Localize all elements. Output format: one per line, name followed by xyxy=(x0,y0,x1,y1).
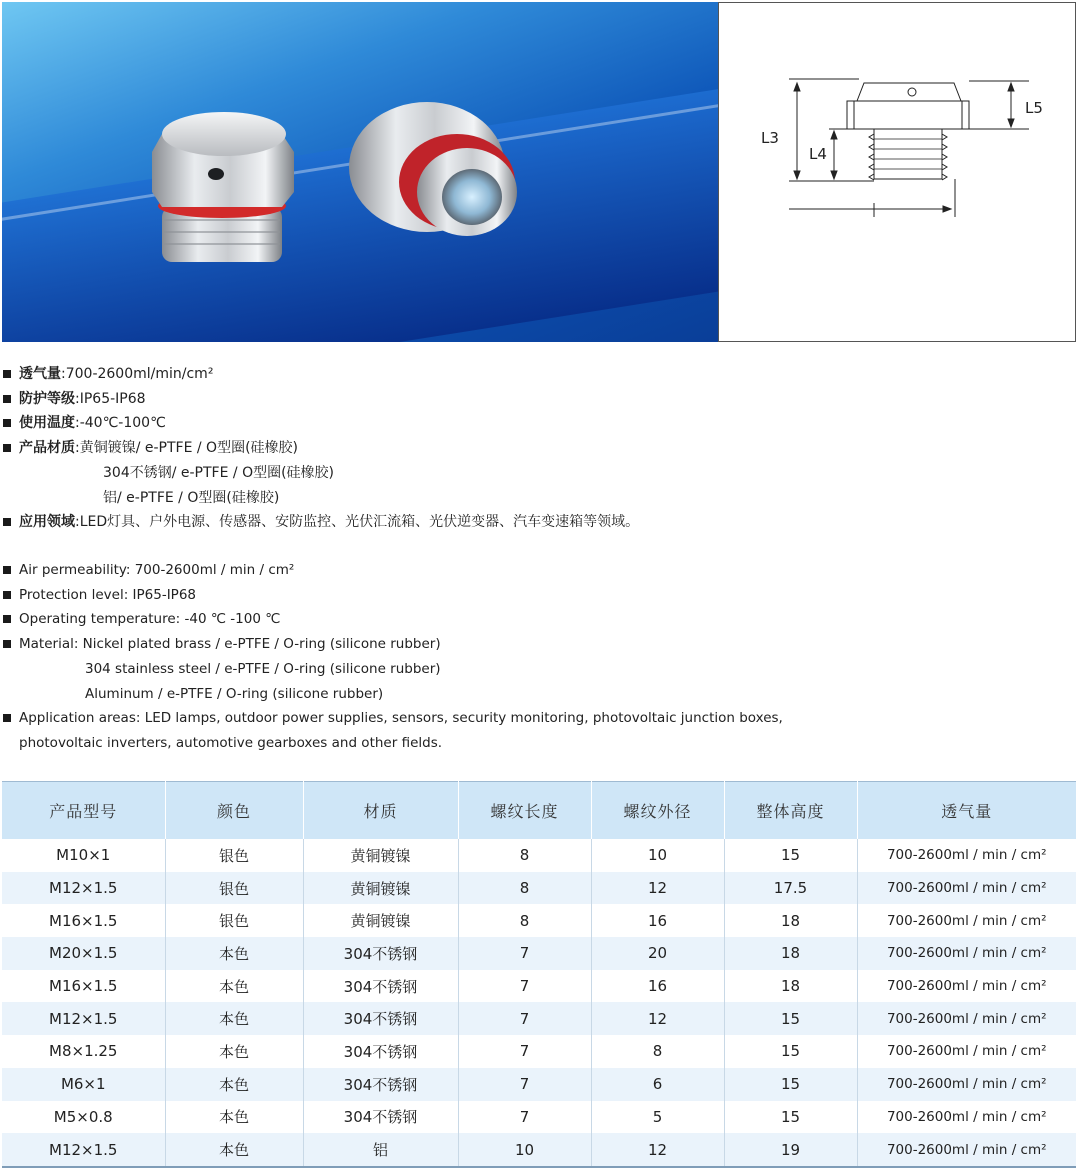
table-row xyxy=(2,937,1076,970)
table-cell: 16 xyxy=(591,970,724,1003)
table-cell: 7 xyxy=(458,970,591,1003)
table-cell: M20×1.5 xyxy=(2,937,165,970)
spec-list-en xyxy=(0,558,1080,756)
spec-item: Operating temperature: -40 ℃ -100 ℃ xyxy=(0,607,1080,632)
table-row xyxy=(2,1035,1076,1068)
spec-item: Air permeability: 700-2600ml / min / cm² xyxy=(0,558,1080,583)
table-cell: M12×1.5 xyxy=(2,1002,165,1035)
table-cell: 18 xyxy=(724,904,857,937)
spec-item: Application areas: LED lamps, outdoor power supplies, sensors, security monitoring, photovoltaic junction boxes, xyxy=(0,706,1080,731)
column-header: 螺纹外径 xyxy=(591,782,724,840)
spec-item: 应用领域:LED灯具、户外电源、传感器、安防监控、光伏汇流箱、光伏逆变器、汽车变速箱等领域。 xyxy=(0,510,1080,535)
table-cell: 700-2600ml / min / cm² xyxy=(886,1043,1047,1060)
column-header: 透气量 xyxy=(857,782,1076,840)
table-cell: 304不锈钢 xyxy=(303,1035,458,1068)
table-cell: 15 xyxy=(724,1068,857,1101)
table-cell: 银色 xyxy=(165,839,303,872)
table-cell: 15 xyxy=(724,1101,857,1134)
table-cell: 20 xyxy=(591,937,724,970)
table-cell: 7 xyxy=(458,1101,591,1134)
table-cell: M12×1.5 xyxy=(2,872,165,905)
table-cell: 8 xyxy=(458,872,591,905)
spec-table xyxy=(2,781,1076,1168)
spec-item: Protection level: IP65-IP68 xyxy=(0,583,1080,608)
table-cell: 本色 xyxy=(165,1035,303,1068)
vent-plugs-illustration xyxy=(2,2,718,342)
table-cell: 本色 xyxy=(165,970,303,1003)
table-row xyxy=(2,1002,1076,1035)
table-cell: 700-2600ml / min / cm² xyxy=(857,937,1076,970)
table-cell: 15 xyxy=(724,1002,857,1035)
table-cell: 铝 xyxy=(303,1133,458,1167)
table-cell: 304不锈钢 xyxy=(303,970,458,1003)
table-row xyxy=(2,1101,1076,1134)
spec-item-cont: 304不锈钢/ e-PTFE / O型圈(硅橡胶) xyxy=(103,464,335,481)
column-header: 螺纹长度 xyxy=(458,782,591,840)
table-cell: 本色 xyxy=(165,1068,303,1101)
spec-list-cn xyxy=(0,362,1080,535)
table-cell: 304不锈钢 xyxy=(303,1068,458,1101)
table-cell: 黄铜镀镍 xyxy=(303,904,458,937)
table-cell: M16×1.5 xyxy=(2,904,165,937)
table-cell: M12×1.5 xyxy=(2,1133,165,1167)
table-cell: 12 xyxy=(591,1002,724,1035)
table-cell: M10×1 xyxy=(2,839,165,872)
table-cell: 7 xyxy=(458,1068,591,1101)
table-cell: 15 xyxy=(724,1035,857,1068)
table-cell: 700-2600ml / min / cm² xyxy=(857,1068,1076,1101)
table-cell: 8 xyxy=(458,839,591,872)
table-cell: 本色 xyxy=(165,937,303,970)
table-cell: 银色 xyxy=(165,872,303,905)
table-header-row xyxy=(2,782,1076,840)
vent-plug-front xyxy=(152,112,294,262)
table-cell: M6×1 xyxy=(2,1068,165,1101)
table-cell: 本色 xyxy=(165,1002,303,1035)
spec-item: 产品材质:黄铜镀镍/ e-PTFE / O型圈(硅橡胶) xyxy=(0,436,1080,461)
table-cell: M8×1.25 xyxy=(2,1035,165,1068)
spec-item-cont: photovoltaic inverters, automotive gearboxes and other fields. xyxy=(19,734,443,751)
spec-item-cont: 铝/ e-PTFE / O型圈(硅橡胶) xyxy=(103,489,280,506)
table-row xyxy=(2,839,1076,872)
column-header: 整体高度 xyxy=(724,782,857,840)
table-row xyxy=(2,872,1076,905)
table-cell: 本色 xyxy=(165,1101,303,1134)
table-cell: 5 xyxy=(591,1101,724,1134)
spec-item: 防护等级:IP65-IP68 xyxy=(0,387,1080,412)
table-cell: 黄铜镀镍 xyxy=(303,872,458,905)
spec-item: 透气量:700-2600ml/min/cm² xyxy=(0,362,1080,387)
table-cell: 7 xyxy=(458,937,591,970)
table-cell: M5×0.8 xyxy=(2,1101,165,1134)
table-cell: 18 xyxy=(724,937,857,970)
spec-item-cont: 304 stainless steel / e-PTFE / O-ring (silicone rubber) xyxy=(85,660,441,677)
table-cell: 700-2600ml / min / cm² xyxy=(857,872,1076,905)
table-cell: 10 xyxy=(591,839,724,872)
vent-plug-side xyxy=(349,102,517,236)
table-cell: 银色 xyxy=(165,904,303,937)
table-row xyxy=(2,970,1076,1003)
table-cell: 黄铜镀镍 xyxy=(303,839,458,872)
dim-label-l4: L4 xyxy=(809,145,827,163)
column-header: 颜色 xyxy=(165,782,303,840)
product-photo xyxy=(2,2,718,342)
table-cell: 10 xyxy=(458,1133,591,1167)
table-cell: 19 xyxy=(724,1133,857,1167)
table-cell: 12 xyxy=(591,1133,724,1167)
table-cell: 17.5 xyxy=(724,872,857,905)
table-cell: M16×1.5 xyxy=(2,970,165,1003)
table-cell: 18 xyxy=(724,970,857,1003)
table-cell: 700-2600ml / min / cm² xyxy=(886,847,1047,864)
column-header: 材质 xyxy=(303,782,458,840)
spec-item-cont: Aluminum / e-PTFE / O-ring (silicone rubber) xyxy=(85,685,384,702)
spec-item: Material: Nickel plated brass / e-PTFE / O-ring (silicone rubber) xyxy=(0,632,1080,657)
dim-label-l3: L3 xyxy=(761,129,779,147)
table-cell: 15 xyxy=(724,839,857,872)
table-row xyxy=(2,1068,1076,1101)
table-row xyxy=(2,904,1076,937)
table-cell: 12 xyxy=(591,872,724,905)
table-cell: 7 xyxy=(458,1035,591,1068)
table-cell: 8 xyxy=(458,904,591,937)
table-cell: 304不锈钢 xyxy=(303,1002,458,1035)
table-cell: 16 xyxy=(591,904,724,937)
table-cell: 304不锈钢 xyxy=(303,937,458,970)
table-cell: 700-2600ml / min / cm² xyxy=(857,1133,1076,1167)
table-cell: 700-2600ml / min / cm² xyxy=(857,1002,1076,1035)
dim-label-l5: L5 xyxy=(1025,99,1043,117)
table-cell: 7 xyxy=(458,1002,591,1035)
table-cell: 8 xyxy=(591,1035,724,1068)
dimension-drawing xyxy=(718,2,1076,342)
table-cell: 本色 xyxy=(165,1133,303,1167)
table-cell: 700-2600ml / min / cm² xyxy=(886,912,1047,929)
table-cell: 700-2600ml / min / cm² xyxy=(886,1108,1047,1125)
table-row xyxy=(2,1133,1076,1167)
table-cell: 304不锈钢 xyxy=(303,1101,458,1134)
table-cell: 6 xyxy=(591,1068,724,1101)
column-header: 产品型号 xyxy=(2,782,165,840)
spec-item: 使用温度:-40℃-100℃ xyxy=(0,411,1080,436)
table-cell: 700-2600ml / min / cm² xyxy=(886,978,1047,995)
